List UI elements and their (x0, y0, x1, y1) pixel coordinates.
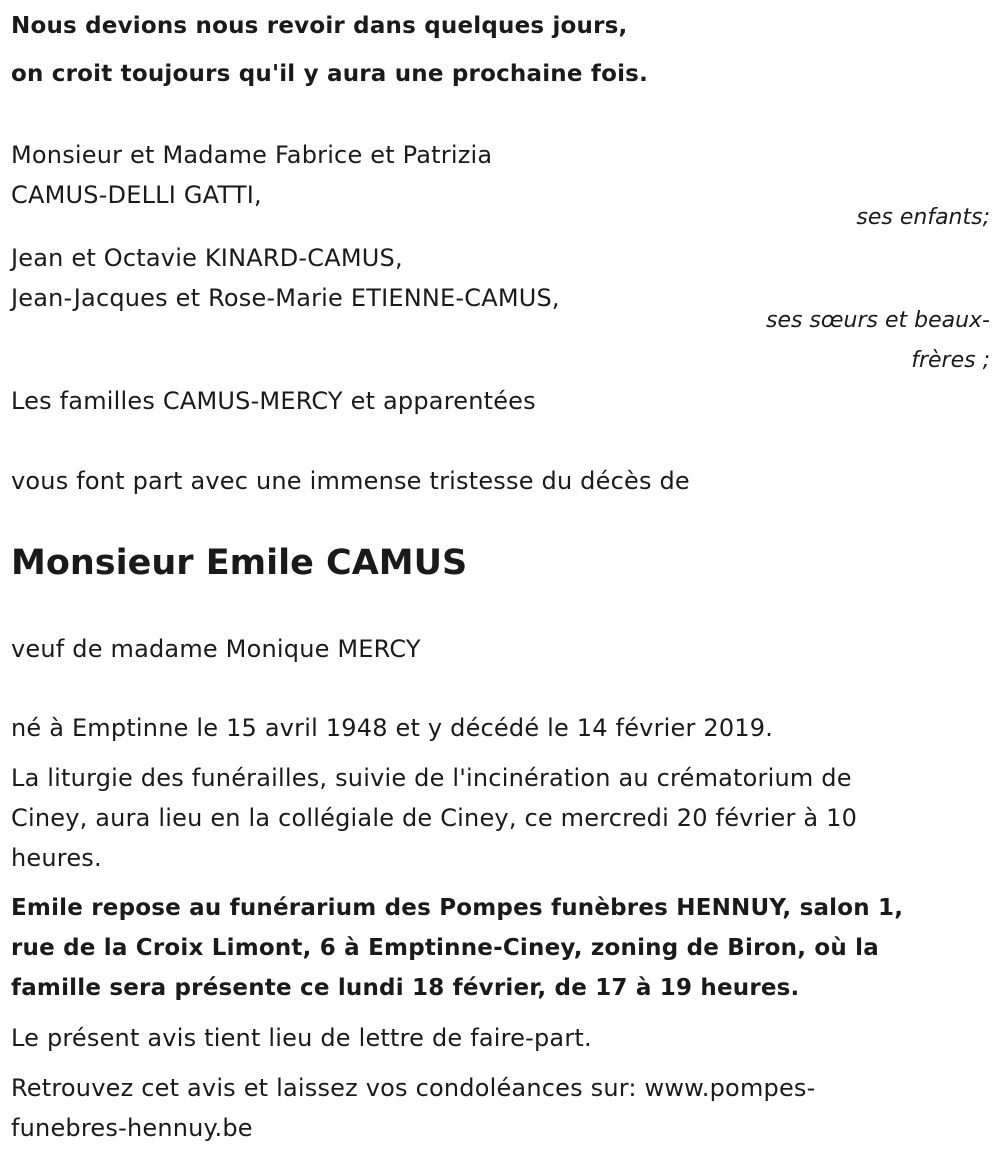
children-names-line-1: Monsieur et Madame Fabrice et Patrizia (11, 141, 493, 169)
children-role: ses enfants; (856, 205, 990, 230)
website-line-2: funebres-hennuy.be (11, 1114, 253, 1142)
visitation-line-3: famille sera présente ce lundi 18 février, de 17 à 19 heures. (11, 975, 800, 1001)
epigraph-line-2: on croit toujours qu'il y aura une prochaine fois. (11, 61, 649, 87)
spouse-info: veuf de madame Monique MERCY (11, 635, 421, 663)
siblings-role-line-1: ses sœurs et beaux- (765, 308, 990, 333)
birth-death-info: né à Emptinne le 15 avril 1948 et y décédé le 14 février 2019. (11, 714, 774, 742)
announcement-text: vous font part avec une immense tristesse du décès de (11, 467, 690, 495)
siblings-names-line-1: Jean et Octavie KINARD-CAMUS, (11, 244, 403, 272)
extended-families: Les familles CAMUS-MERCY et apparentées (11, 387, 536, 415)
epigraph-line-1: Nous devions nous revoir dans quelques jours, (11, 13, 628, 39)
deceased-name: Monsieur Emile CAMUS (11, 543, 468, 583)
funeral-details-line-2: Ciney, aura lieu en la collégiale de Ciney, ce mercredi 20 février à 10 (11, 804, 858, 832)
siblings-role-line-2: frères ; (911, 348, 990, 373)
faire-part-notice: Le présent avis tient lieu de lettre de faire-part. (11, 1024, 592, 1052)
visitation-line-1: Emile repose au funérarium des Pompes funèbres HENNUY, salon 1, (11, 895, 904, 921)
funeral-details-line-3: heures. (11, 844, 102, 872)
funeral-details-line-1: La liturgie des funérailles, suivie de l'incinération au crématorium de (11, 764, 852, 792)
siblings-names-line-2: Jean-Jacques et Rose-Marie ETIENNE-CAMUS, (11, 284, 560, 312)
visitation-line-2: rue de la Croix Limont, 6 à Emptinne-Ciney, zoning de Biron, où la (11, 935, 879, 961)
children-names-line-2: CAMUS-DELLI GATTI, (11, 181, 262, 209)
website-line-1: Retrouvez cet avis et laissez vos condoléances sur: www.pompes- (11, 1074, 816, 1102)
